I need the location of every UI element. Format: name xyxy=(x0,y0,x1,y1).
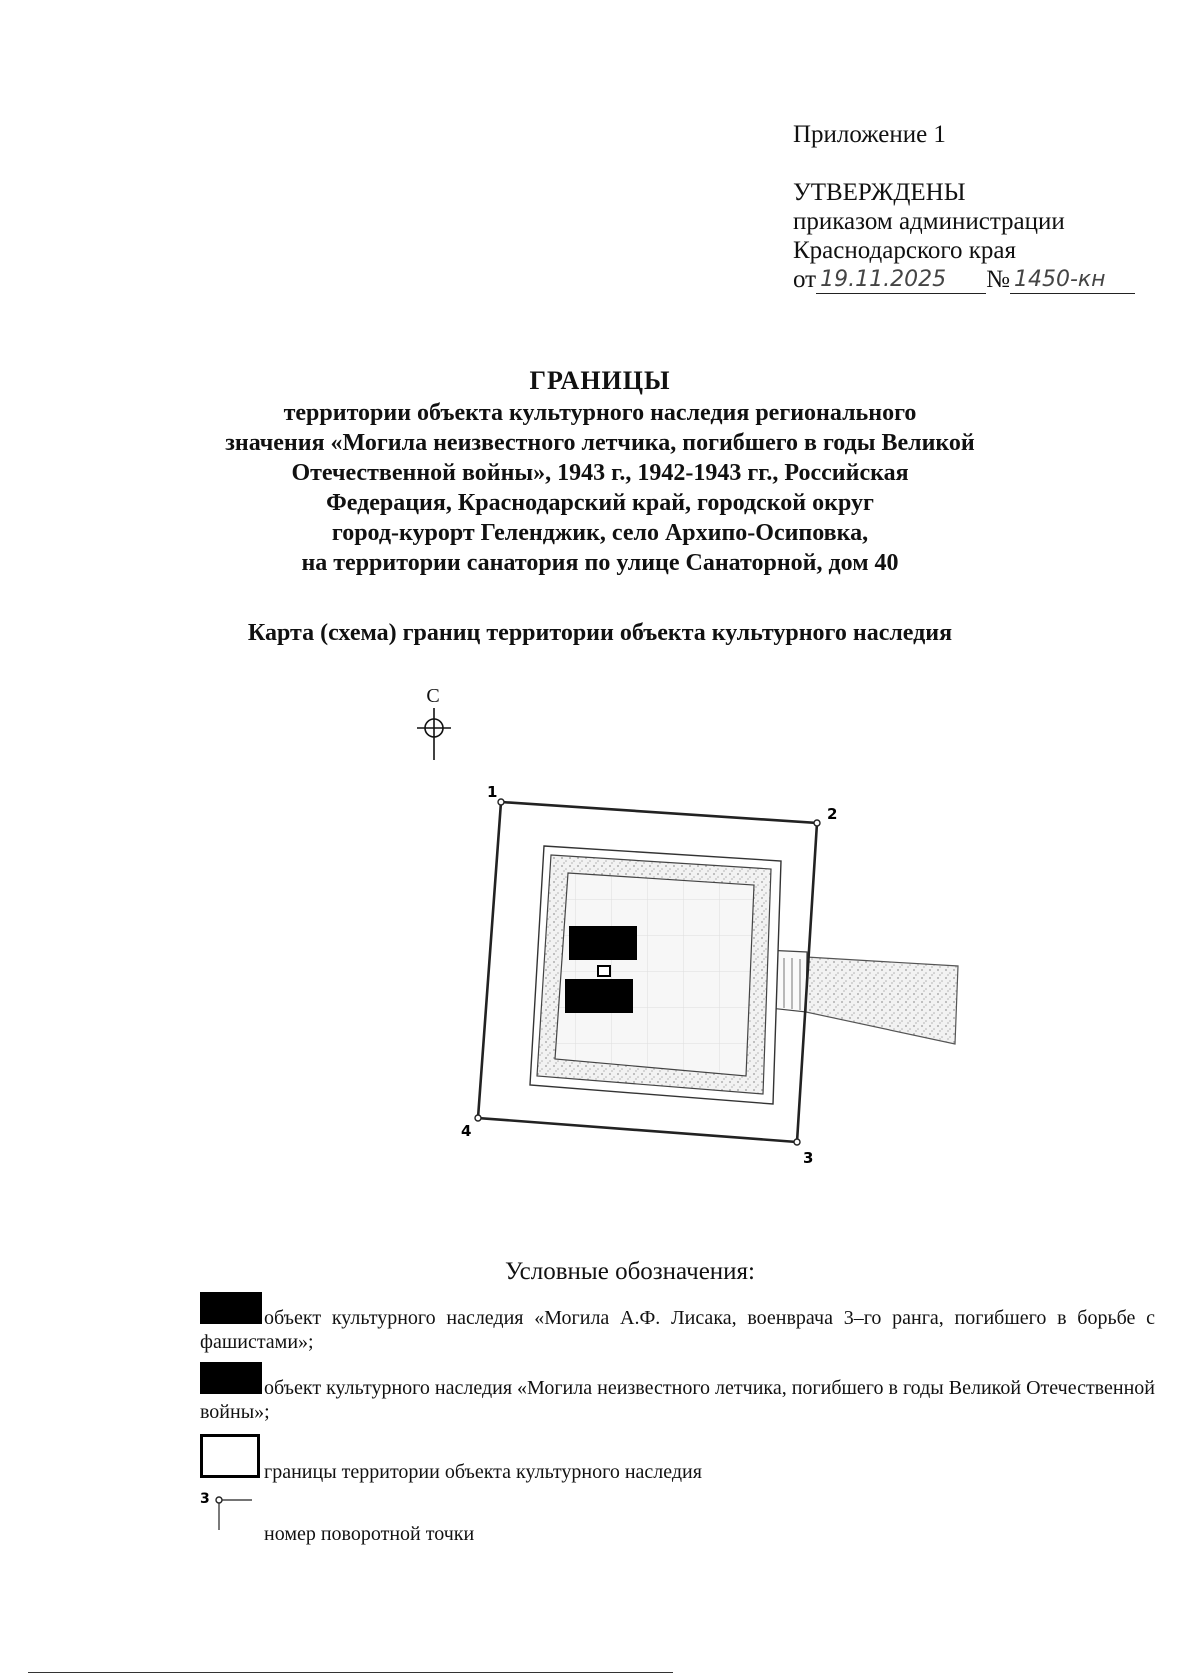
north-arrow-icon xyxy=(417,685,451,760)
number-label: № xyxy=(986,266,1010,293)
turn-point-example: 3 xyxy=(200,1491,210,1507)
title-line: Федерация, Краснодарский край, городской округ xyxy=(326,490,874,516)
turn-point-label: 4 xyxy=(461,1122,472,1140)
title-line: территории объекта культурного наследия регионального xyxy=(283,400,917,426)
grave-marker xyxy=(598,966,610,976)
legend-swatch-grave xyxy=(200,1292,262,1324)
grave-unknown-pilot xyxy=(565,979,633,1013)
footer-rule xyxy=(28,1672,673,1673)
grave-lisak xyxy=(569,926,637,960)
title-line: значения «Могила неизвестного летчика, погибшего в годы Великой xyxy=(225,430,975,456)
map-title: Карта (схема) границ территории объекта культурного наследия xyxy=(247,620,953,646)
memorial-site xyxy=(530,846,781,1104)
legend-swatch-boundary xyxy=(200,1434,260,1478)
turn-point-label: 3 xyxy=(803,1149,814,1167)
legend-text: номер поворотной точки xyxy=(264,1523,475,1545)
turn-point-1 xyxy=(487,783,504,805)
approval-line-1: приказом администрации xyxy=(793,208,1065,235)
title-line: на территории санатория по улице Санаторной, дом 40 xyxy=(301,550,899,576)
turn-point-icon xyxy=(200,1488,260,1532)
north-label: С xyxy=(426,685,440,707)
legend-swatch-grave xyxy=(200,1362,262,1394)
approved-label: УТВЕРЖДЕНЫ xyxy=(793,179,966,206)
turn-point-3 xyxy=(794,1139,813,1167)
appendix-label: Приложение 1 xyxy=(793,121,946,148)
order-number: 1450-кн xyxy=(1010,267,1135,294)
turn-point-label: 2 xyxy=(827,805,838,823)
turn-point-label: 1 xyxy=(487,783,498,801)
legend-item-unknown-pilot xyxy=(200,1362,1155,1424)
from-label: от xyxy=(793,266,817,293)
title-heading: ГРАНИЦЫ xyxy=(529,366,671,395)
title-line: Отечественной войны», 1943 г., 1942-1943 гг., Российская xyxy=(291,460,909,486)
turn-point-4 xyxy=(461,1115,481,1140)
title-line: город-курорт Геленджик, село Архипо-Осиповка, xyxy=(331,520,869,546)
legend-text: объект культурного наследия «Могила А.Ф. Лисака, военврача 3–го ранга, погибшего в борьбе с фашистами»; xyxy=(200,1307,1155,1353)
legend-text: объект культурного наследия «Могила неизвестного летчика, погибшего в годы Великой Отечественной войны»; xyxy=(200,1377,1155,1423)
turn-point-2 xyxy=(814,805,837,826)
approval-line-2: Краснодарского края xyxy=(793,237,1016,264)
legend-text: границы территории объекта культурного наследия xyxy=(264,1461,702,1483)
legend-title: Условные обозначения: xyxy=(504,1258,756,1285)
legend-item-turn-point xyxy=(200,1488,1155,1546)
legend-item-lisak xyxy=(200,1292,1155,1354)
legend-item-boundary xyxy=(200,1434,1155,1484)
order-date: 19.11.2025 xyxy=(816,267,986,294)
